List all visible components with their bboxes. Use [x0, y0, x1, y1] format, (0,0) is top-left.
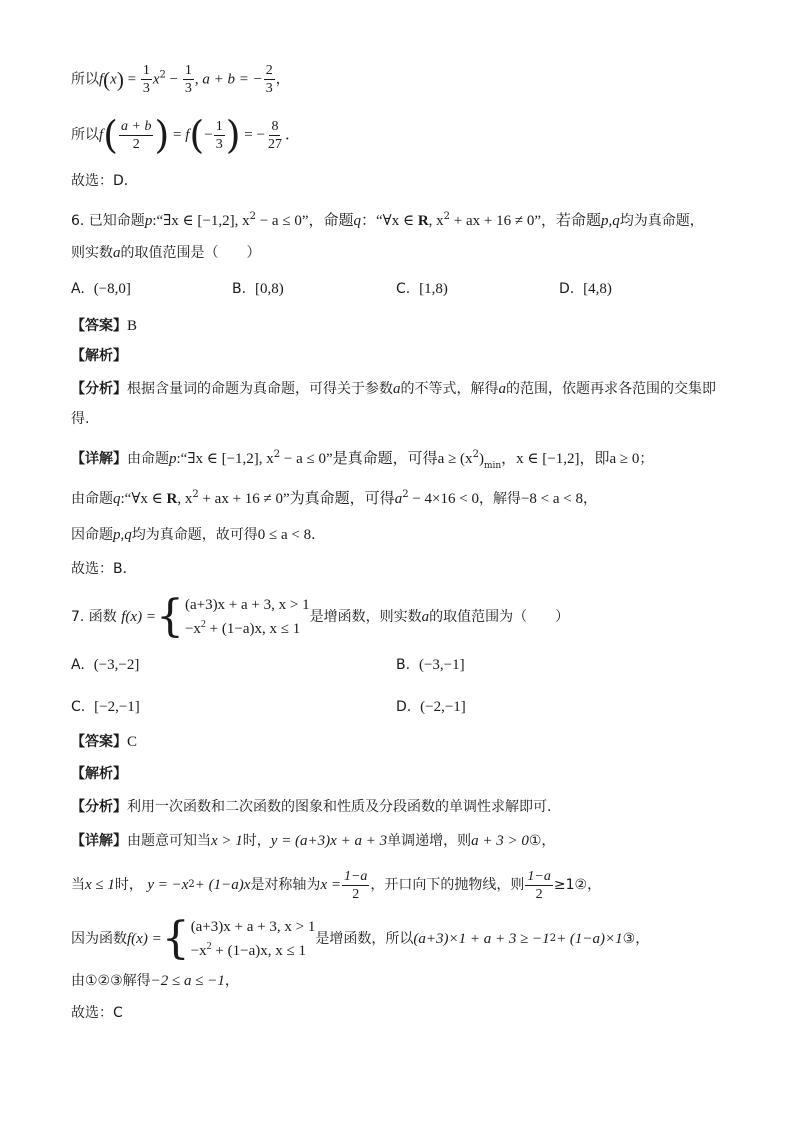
q7-fenxi: 【分析】利用一次函数和二次函数的图象和性质及分段函数的单调性求解即可. — [71, 799, 552, 815]
piecewise-function: { (a+3)x + a + 3, x > 1 $-x^2 + (1-a)x$, x ≤ 1 — [155, 591, 310, 642]
q7-answer: 【答案】C — [71, 734, 138, 750]
q7-option-d: D. (−2,−1] — [396, 699, 466, 715]
q6-option-b: B. [0,8) — [232, 281, 284, 297]
q6-option-d: D. [4,8) — [559, 281, 612, 297]
q6-fenxi-line-1: 【分析】根据含量词的命题为真命题，可得关于参数a的不等式，解得a的范围，依题再求各范围的交集即 — [71, 381, 716, 397]
q7-option-c: C. [−2,−1] — [71, 699, 140, 715]
piecewise-function: { (a+3)x + a + 3, x > 1 $-x^2 + (1-a)x$, x ≤ 1 — [161, 913, 316, 964]
fraction: $\frac{2}{3}$ — [265, 63, 273, 96]
prev-line-2: 所以f( $\frac{a + b}{2}$ ) = f(− $\frac{1}{3}$ ) = − $\frac{8}{27}$ ． — [71, 113, 300, 157]
q6-stem-line-1: 6. 已知命题p:“∃x ∈ [−1,2], $x^2 - a \le 0$”，命题q：“∀x ∈ R, $x^2$ + ax + 16 ≠ 0”，若命题p,q均为真命题， — [71, 211, 704, 229]
q6-xiangjie-line-2: 由命题q:“∀x ∈ R, $x^2$ + ax + 16 ≠ 0”为真命题，可得$a^2 - 4\times 16 < 0$，解得−8 < a < 8， — [71, 489, 597, 507]
q6-final: 故选：B． — [71, 561, 137, 577]
q7-jiexi: 【解析】 — [71, 766, 127, 782]
prev-line-1: 所以f(x) = $\frac{1}{3}$ $x^2$ − $\frac{1}{3}$ , a + b = − $\frac{2}{3}$ ， — [71, 63, 290, 96]
fraction: $\frac{1-a}{2}$ — [343, 868, 368, 902]
fraction: $\frac{1-a}{2}$ — [527, 868, 551, 902]
q7-option-a: A. (−3,−2] — [71, 657, 140, 673]
q6-option-a: A. (−8,0] — [71, 281, 131, 297]
q7-xiangjie-line-1: 【详解】由题意可知当x > 1时，y = (a+3)x + a + 3单调递增，则a + 3 > 0①， — [71, 833, 556, 849]
q6-fenxi-line-2: 得. — [71, 411, 90, 427]
q6-stem-line-2: 则实数a的取值范围是（ ） — [71, 245, 261, 261]
q7-xiangjie-line-3: 因为函数 f(x) = { (a+3)x + a + 3, x > 1 $-x^2 + (1-a)x$, x ≤ 1 是增函数，所以 (a+3)×1 + a + 3 ≥ −1 2 + (1−a)×1 ③， — [71, 913, 650, 964]
q7-final: 故选：C — [71, 1005, 123, 1021]
q6-answer: 【答案】B — [71, 318, 138, 334]
q7-option-b: B. (−3,−1] — [396, 657, 465, 673]
q6-jiexi: 【解析】 — [71, 348, 127, 364]
fraction: $\frac{1}{3}$ — [215, 118, 223, 152]
q7-stem: 7. 函数 f(x) = { (a+3)x + a + 3, x > 1 $-x^2 + (1-a)x$, x ≤ 1 是增函数，则实数 a 的取值范围为（ ） — [71, 591, 570, 642]
q6-option-c: C. [1,8) — [396, 281, 448, 297]
fraction: $\frac{1}{3}$ — [142, 63, 150, 96]
q7-xiangjie-line-4: 由①②③解得−2 ≤ a ≤ −1， — [71, 973, 239, 989]
q7-xiangjie-line-2: 当 x ≤ 1 时， y = −x 2 + (1−a)x 是对称轴为 x = $\frac{1-a}{2}$ ，开口向下的抛物线，则 $\frac{1-a}{2}$ ≥1②， — [71, 868, 602, 902]
q6-xiangjie-line-3: 因命题p,q均为真命题，故可得0 ≤ a < 8． — [71, 527, 326, 543]
fraction: $\frac{1}{3}$ — [184, 63, 192, 96]
fraction: $\frac{a + b}{2}$ — [121, 118, 152, 152]
q6-xiangjie-line-1: 【详解】由命题p:“∃x ∈ [−1,2], $x^2 - a \le 0$”是真命题，可得$a \ge (x^2)_{min}$，x ∈ [−1,2]，即a ≥ 0； — [71, 449, 654, 471]
fraction: $\frac{8}{27}$ — [267, 118, 282, 152]
prev-answer: 故选：D． — [71, 173, 138, 189]
